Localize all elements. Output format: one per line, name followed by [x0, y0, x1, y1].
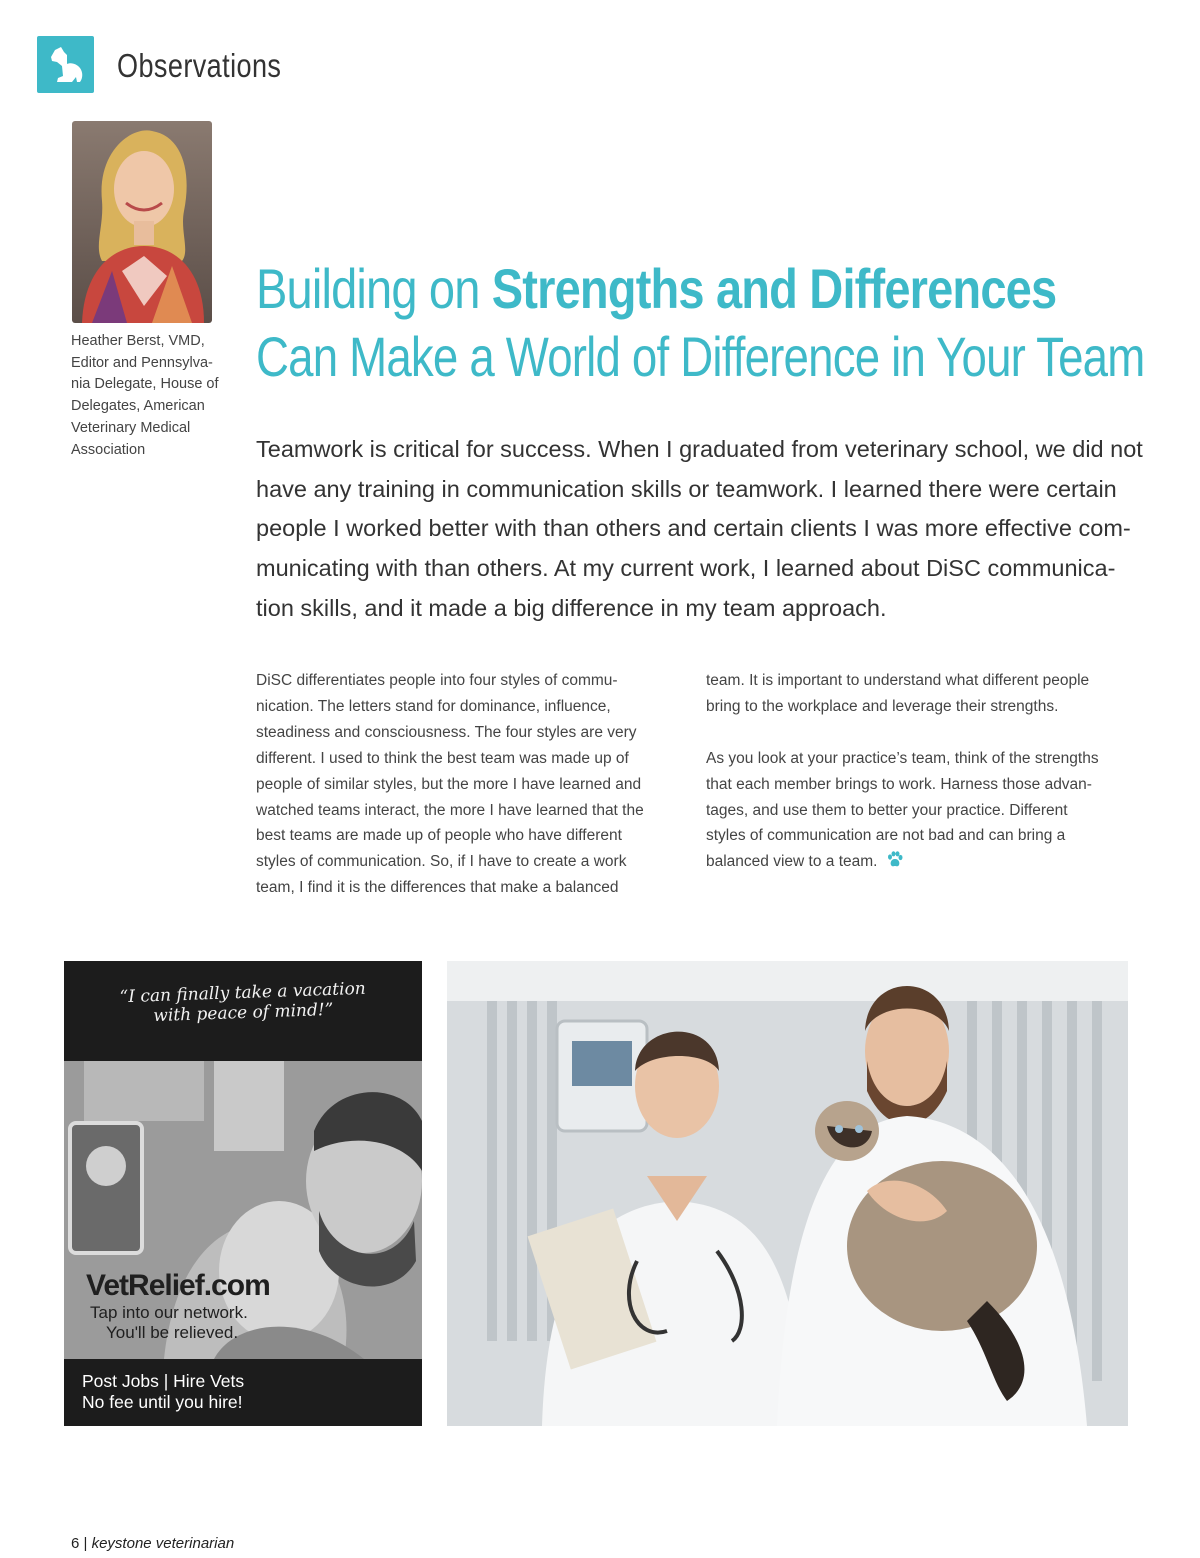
lead-line: municating with than others. At my current work, I learned about DiSC communica- [256, 555, 1116, 582]
body-line: that each member brings to work. Harness those advan- [706, 775, 1092, 793]
caption-line: Editor and Pennsylva- [71, 354, 213, 371]
footer-separator: | [83, 1535, 88, 1552]
body-line-last: balanced view to a team. [706, 849, 1136, 875]
body-line: nication. The letters stand for dominance, influence, [256, 697, 611, 715]
section-title: Observations [117, 47, 282, 84]
body-line: bring to the workplace and leverage their strengths. [706, 697, 1059, 715]
ad-quote: “I can finally take a vacation with peace of mind!” [119, 978, 367, 1027]
caption-line: Association [71, 441, 146, 458]
body-line: styles of communication are not bad and can bring a [706, 827, 1066, 845]
body-line: As you look at your practice’s team, think of the strengths [706, 749, 1099, 767]
headline-normal: Building on [256, 257, 492, 320]
ad-footer [82, 1371, 244, 1413]
lead-line: people I worked better with than others and certain clients I was more effective com- [256, 515, 1131, 542]
headline-bold: Strengths and Differences [491, 257, 1057, 320]
vetrelief-advertisement[interactable] [64, 961, 422, 1426]
body-line: team. It is important to understand what different people [706, 672, 1090, 689]
body-line: tages, and use them to better your practice. Different [706, 801, 1068, 819]
body-line: people of similar styles, but the more I have learned and [256, 775, 642, 793]
page-number: 6 [71, 1535, 80, 1552]
body-line: team, I find it is the differences that make a balanced [256, 879, 619, 897]
caption-line: Veterinary Medical [71, 419, 191, 436]
body-column-2 [706, 668, 1136, 875]
author-photo [72, 121, 212, 323]
page-footer [71, 1535, 234, 1552]
ad-footer-line-2: No fee until you hire! [82, 1392, 243, 1412]
ad-tagline-1: Tap into our network. [90, 1303, 248, 1322]
body-column-1 [256, 668, 686, 901]
dog-icon [43, 42, 88, 87]
body-line: different. I used to think the best team was made up of [256, 749, 629, 767]
veterinarians-photo [447, 961, 1128, 1426]
body-line: best teams are made up of people who have different [256, 827, 622, 845]
ad-footer-line-1: Post Jobs | Hire Vets [82, 1371, 245, 1391]
lead-line: have any training in communication skills or teamwork. I learned there were certain [256, 475, 1117, 502]
ad-brand-block [86, 1269, 270, 1343]
body-line: steadiness and consciousness. The four styles are very [256, 723, 637, 741]
paw-icon [887, 851, 903, 868]
section-icon-box [37, 36, 94, 93]
lead-paragraph [256, 430, 1143, 629]
author-caption [71, 331, 221, 461]
ad-brand: VetRelief.com [86, 1269, 270, 1302]
publication-name: keystone veterinarian [91, 1535, 235, 1552]
caption-line: Heather Berst, VMD, [71, 333, 205, 349]
caption-line: nia Delegate, House of [71, 376, 219, 393]
lead-line: tion skills, and it made a big difference in my team approach. [256, 594, 887, 621]
lead-line: Teamwork is critical for success. When I graduated from veterinary school, we did not [256, 436, 1143, 462]
ad-tagline-2: You'll be relieved. [106, 1323, 239, 1342]
body-line: styles of communication. So, if I have to create a work [256, 853, 627, 871]
body-line: DiSC differentiates people into four styles of commu- [256, 672, 618, 689]
body-line: watched teams interact, the more I have learned that the [256, 801, 644, 819]
headline-line-2: Can Make a World of Difference in Your Team [256, 325, 1145, 388]
caption-line: Delegates, American [71, 398, 205, 415]
article-headline [256, 255, 1186, 391]
